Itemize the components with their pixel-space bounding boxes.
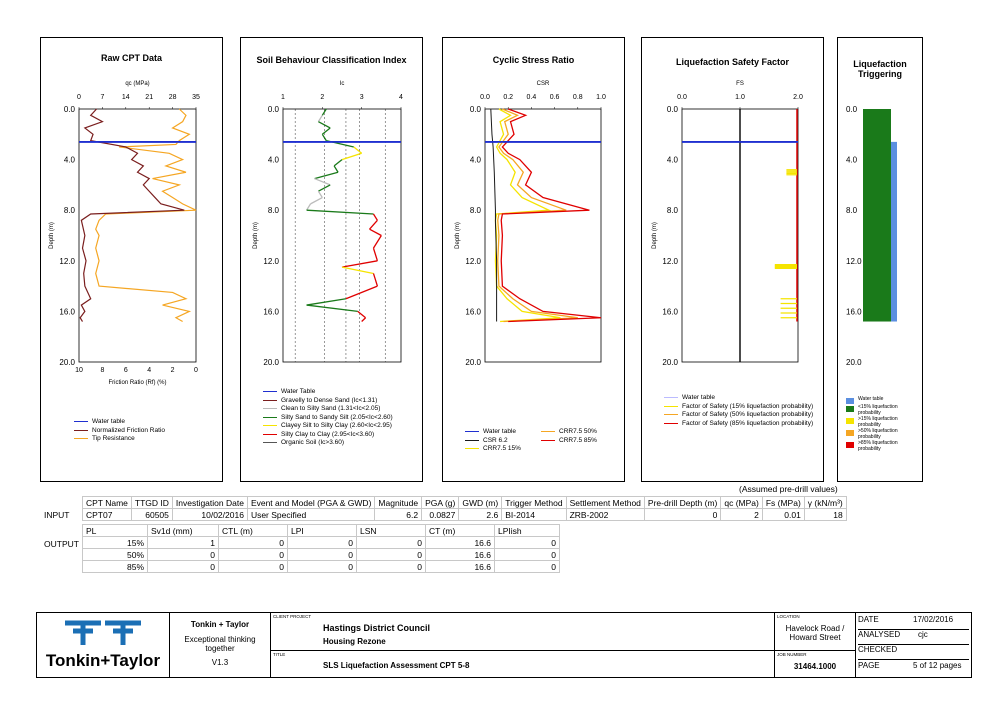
depth-tick-label: 0.0 — [469, 105, 481, 114]
table-header-cell: Magnitude — [375, 497, 422, 509]
ic-line-segment — [311, 198, 323, 204]
raw-cpt-chart — [41, 38, 222, 481]
legend-label: Organic Soil (Ic>3.60) — [281, 439, 345, 446]
depth-tick-label: 20.0 — [846, 358, 862, 367]
legend-item — [263, 422, 413, 430]
table-header-cell: CTL (m) — [219, 525, 288, 537]
top-tick-label: 1.0 — [735, 94, 745, 101]
legend-label: Factor of Safety (85% liquefaction probability) — [682, 419, 814, 427]
ic-line-segment — [370, 220, 378, 229]
legend-label: Tip Resistance — [92, 435, 135, 442]
raw-cpt-title: Raw CPT Data — [100, 53, 162, 63]
table-header-cell: TTGD ID — [131, 497, 172, 509]
table-cell: 2 — [721, 509, 762, 521]
table-cell: 18 — [804, 509, 846, 521]
depth-tick-label: 8.0 — [63, 206, 75, 216]
company-tagline: Exceptional thinking together — [184, 635, 256, 653]
depth-tick-label: 16.0 — [846, 307, 862, 317]
csr-title: Cyclic Stress Ratio — [492, 55, 575, 65]
depth-tick-label: 4.0 — [666, 155, 678, 165]
table-header-cell: PL — [83, 525, 148, 537]
ic-line-segment — [342, 267, 373, 273]
legend-item — [664, 394, 814, 402]
table-header-cell: LPIish — [495, 525, 560, 537]
bottom-axis-label: Friction Ratio (Rf) (%) — [108, 380, 167, 386]
table-header-cell: qc (MPa) — [721, 497, 762, 509]
bottom-tick-label: 8 — [100, 367, 105, 374]
ic-line-segment — [373, 248, 377, 261]
legend-label: Water table — [92, 418, 125, 425]
depth-tick-label: 20.0 — [59, 358, 75, 367]
meta-cell — [856, 613, 971, 677]
table-cell: 85% — [83, 561, 148, 573]
crr-line — [498, 109, 578, 322]
legend-label: <15% liquefaction probability — [858, 404, 898, 416]
legend-label: CRR7.5 15% — [483, 445, 521, 452]
legend-label: Gravelly to Dense Sand (Ic<1.31) — [281, 396, 378, 404]
table-cell: 0 — [495, 537, 560, 549]
y-axis-label: Depth (m) — [652, 222, 658, 249]
meta-row — [858, 630, 969, 645]
title-block — [36, 612, 972, 678]
legend-item — [541, 437, 597, 445]
table-cell: 0 — [495, 549, 560, 561]
crr-line — [495, 109, 560, 322]
legend-item — [846, 405, 920, 416]
ic-line-segment — [334, 160, 342, 166]
plot-frame — [79, 109, 196, 362]
depth-tick-label: 16.0 — [59, 307, 75, 317]
title-cell — [271, 651, 775, 677]
raw-cpt-panel — [40, 37, 223, 482]
depth-tick-label: 8.0 — [846, 206, 858, 216]
legend-label: >15% liquefaction probability — [858, 416, 898, 428]
legend-label: Water table — [483, 428, 516, 435]
table-cell: ZRB-2002 — [566, 509, 644, 521]
table-cell: 60505 — [131, 509, 172, 521]
ic-line-segment — [314, 172, 338, 178]
ic-line-segment — [318, 115, 322, 121]
top-axis-label: FS — [736, 81, 744, 87]
table-header-cell: CT (m) — [426, 525, 495, 537]
csr-panel — [442, 37, 625, 482]
sbci-panel — [240, 37, 423, 482]
friction-ratio-line — [80, 109, 184, 322]
top-tick-label: 0.4 — [526, 94, 537, 101]
bottom-tick-label: 0 — [194, 367, 198, 374]
depth-tick-label: 4.0 — [63, 155, 75, 165]
input-table — [82, 496, 847, 521]
table-cell: 2.6 — [459, 509, 502, 521]
version: V1.3 — [211, 658, 229, 667]
top-tick-label: 0.0 — [480, 94, 490, 101]
table-cell: 15% — [83, 537, 148, 549]
triggering-title: Liquefaction Triggering — [853, 59, 907, 79]
legend-item — [465, 445, 521, 453]
top-tick-label: 0.8 — [572, 94, 583, 101]
table-cell: 0 — [288, 561, 357, 573]
legend-item — [263, 431, 413, 439]
depth-tick-label: 16.0 — [465, 307, 481, 317]
ic-line-segment — [373, 236, 381, 249]
table-row — [83, 549, 560, 561]
legend-label: Water table — [682, 394, 715, 401]
table-cell: 0 — [148, 561, 219, 573]
ic-line-segment — [346, 286, 377, 299]
top-tick-label: 3 — [359, 94, 364, 101]
legend-item — [263, 405, 413, 413]
meta-row — [858, 615, 969, 630]
output-row-label: OUTPUT — [44, 539, 79, 549]
tt-logo-icon — [63, 617, 143, 647]
table-cell: 0 — [219, 549, 288, 561]
ic-line-segment — [373, 273, 377, 286]
legend-item — [846, 397, 920, 404]
depth-tick-label: 8.0 — [267, 206, 279, 216]
location: Havelock Road / Howard Street — [785, 624, 845, 642]
depth-tick-label: 12.0 — [263, 256, 279, 266]
legend-label: Clayey Silt to Silty Clay (2.60<Ic<2.95) — [281, 422, 392, 429]
legend-label: Factor of Safety (50% liquefaction probability) — [682, 411, 814, 418]
analysed-label: ANALYSED — [858, 630, 901, 639]
top-tick-label: 35 — [192, 94, 200, 101]
fs-panel — [641, 37, 824, 482]
table-header-row — [83, 525, 560, 537]
raw-cpt-legend — [74, 418, 165, 444]
output-table — [82, 524, 560, 573]
bottom-tick-label: 4 — [147, 367, 152, 374]
meta-row — [858, 661, 969, 675]
top-tick-label: 2 — [320, 94, 325, 101]
depth-tick-label: 12.0 — [465, 256, 481, 266]
legend-label: CSR 6.2 — [483, 436, 508, 444]
top-axis-label: Ic — [339, 81, 345, 87]
table-header-cell: Trigger Method — [502, 497, 566, 509]
top-tick-label: 0.6 — [549, 94, 560, 101]
y-axis-label: Depth (m) — [253, 222, 259, 249]
legend-item — [263, 439, 413, 447]
fs-legend — [664, 394, 814, 428]
table-cell: 0 — [357, 537, 426, 549]
table-header-cell: PGA (g) — [422, 497, 459, 509]
ic-line-segment — [373, 214, 377, 220]
depth-tick-label: 4.0 — [267, 155, 279, 165]
legend-item — [263, 388, 413, 396]
top-tick-label: 14 — [121, 94, 130, 101]
legend-label: Water table — [858, 396, 884, 402]
legend-label: Factor of Safety (15% liquefaction probability) — [682, 402, 814, 410]
table-cell: 0 — [644, 509, 720, 521]
legend-item — [74, 435, 165, 443]
legend-label: Water Table — [281, 388, 316, 395]
bottom-tick-label: 10 — [75, 367, 83, 374]
legend-item — [541, 428, 597, 436]
table-header-cell: LPI — [288, 525, 357, 537]
table-header-row — [83, 497, 847, 509]
table-cell: 50% — [83, 549, 148, 561]
legend-label: >50% liquefaction probability — [858, 428, 898, 440]
table-cell: 0.0827 — [422, 509, 459, 521]
depth-tick-label: 0.0 — [267, 105, 279, 114]
analysed-value: cjc — [918, 630, 928, 639]
depth-tick-label: 16.0 — [662, 307, 678, 317]
logo — [37, 613, 170, 677]
ic-line-segment — [322, 128, 330, 134]
csr-chart — [443, 38, 624, 481]
ic-line-segment — [307, 299, 346, 305]
table-header-cell: Sv1d (mm) — [148, 525, 219, 537]
legend-item — [846, 429, 920, 440]
table-row — [83, 561, 560, 573]
csr-line — [491, 109, 497, 322]
table-cell: 0 — [148, 549, 219, 561]
legend-label: CRR7.5 50% — [559, 428, 597, 435]
table-cell: 16.6 — [426, 549, 495, 561]
depth-tick-label: 0.0 — [846, 105, 858, 114]
table-cell: CPT07 — [83, 509, 132, 521]
ic-line-segment — [370, 229, 382, 235]
triggering-legend — [846, 397, 920, 453]
legend-label: Silty Clay to Clay (2.95<Ic<3.60) — [281, 430, 375, 438]
fs-title: Liquefaction Safety Factor — [675, 57, 790, 67]
legend-item — [664, 403, 814, 411]
page-label: PAGE — [858, 661, 880, 670]
table-header-cell: Fs (MPa) — [762, 497, 804, 509]
ic-line-segment — [342, 153, 362, 159]
location-cell — [775, 613, 856, 651]
legend-item — [465, 437, 521, 445]
company-cell — [170, 613, 271, 677]
ic-line-segment — [358, 311, 366, 317]
ic-line-segment — [322, 134, 326, 140]
depth-tick-label: 4.0 — [469, 155, 481, 165]
top-tick-label: 0.2 — [503, 94, 514, 101]
client-cell — [271, 613, 775, 651]
legend-item — [263, 414, 413, 422]
depth-tick-label: 0.0 — [63, 105, 75, 114]
sheet-title: SLS Liquefaction Assessment CPT 5-8 — [323, 661, 470, 670]
top-axis-label: CSR — [536, 81, 550, 87]
triggering-bar-blue — [891, 142, 897, 322]
ic-line-segment — [307, 305, 358, 311]
top-tick-label: 1 — [281, 94, 285, 101]
page-value: 5 of 12 pages — [913, 661, 962, 670]
tip-resistance-line — [96, 109, 196, 322]
table-row — [83, 537, 560, 549]
triggering-bar-green — [863, 109, 891, 322]
ic-line-segment — [307, 204, 311, 210]
location-label: LOCATION — [777, 614, 800, 619]
depth-tick-label: 12.0 — [59, 256, 75, 266]
table-header-cell: GWD (m) — [459, 497, 502, 509]
input-row-label: INPUT — [44, 510, 70, 520]
table-cell: 0 — [219, 537, 288, 549]
top-tick-label: 4 — [399, 94, 403, 101]
depth-tick-label: 8.0 — [469, 206, 481, 216]
date-label: DATE — [858, 615, 879, 624]
ic-line-segment — [314, 179, 330, 185]
date-value: 17/02/2016 — [913, 615, 954, 624]
legend-label: >85% liquefaction probability — [858, 440, 898, 452]
logo-text: Tonkin+Taylor — [45, 651, 161, 670]
ic-line-segment — [334, 166, 338, 172]
depth-tick-label: 12.0 — [662, 256, 678, 266]
table-cell: 10/02/2016 — [172, 509, 247, 521]
company-name: Tonkin + Taylor — [190, 620, 250, 629]
title-label: TITLE — [273, 652, 286, 657]
depth-tick-label: 16.0 — [263, 307, 279, 317]
table-header-cell: CPT Name — [83, 497, 132, 509]
top-tick-label: 7 — [100, 94, 105, 101]
depth-tick-label: 8.0 — [666, 206, 678, 216]
job-cell — [775, 651, 856, 677]
table-cell: 0.01 — [762, 509, 804, 521]
table-header-cell: LSN — [357, 525, 426, 537]
sbci-legend — [263, 388, 413, 448]
legend-item — [74, 427, 165, 435]
table-cell: 0 — [288, 537, 357, 549]
crr-line — [501, 109, 601, 322]
plot-frame — [283, 109, 401, 362]
top-axis-label: qc (MPa) — [125, 81, 150, 87]
ic-line-segment — [318, 191, 322, 197]
table-cell: 16.6 — [426, 537, 495, 549]
legend-item — [664, 411, 814, 419]
sbci-title: Soil Behaviour Classification Index — [256, 55, 407, 65]
table-cell: 16.6 — [426, 561, 495, 573]
project-name: Housing Rezone — [323, 637, 386, 646]
job-number: 31464.1000 — [793, 662, 837, 671]
depth-tick-label: 4.0 — [846, 155, 858, 165]
top-tick-label: 2.0 — [793, 94, 803, 101]
legend-item — [664, 420, 814, 428]
y-axis-label: Depth (m) — [49, 222, 55, 249]
depth-tick-label: 12.0 — [846, 256, 862, 266]
top-tick-label: 0.0 — [677, 94, 687, 101]
legend-label: Silty Sand to Sandy Silt (2.05<Ic<2.60) — [281, 413, 393, 421]
table-cell: 0 — [495, 561, 560, 573]
legend-item — [263, 397, 413, 405]
legend-label: CRR7.5 85% — [559, 436, 597, 444]
csr-legend-left — [465, 428, 521, 454]
table-row — [83, 509, 847, 521]
table-header-cell: γ (kN/m³) — [804, 497, 846, 509]
top-tick-label: 1.0 — [596, 94, 606, 101]
table-cell: 6.2 — [375, 509, 422, 521]
meta-row — [858, 645, 969, 660]
ic-line-segment — [362, 318, 366, 322]
table-header-cell: Settlement Method — [566, 497, 644, 509]
bottom-tick-label: 6 — [123, 367, 128, 374]
top-tick-label: 0 — [77, 94, 81, 101]
checked-label: CHECKED — [858, 645, 898, 654]
table-cell: 1 — [148, 537, 219, 549]
depth-tick-label: 20.0 — [263, 358, 279, 367]
table-cell: 0 — [288, 549, 357, 561]
ic-line-segment — [307, 210, 374, 214]
legend-label: Normalized Friction Ratio — [92, 426, 165, 434]
table-cell: User Specified — [247, 509, 374, 521]
ic-line-segment — [354, 147, 362, 153]
top-tick-label: 21 — [145, 94, 154, 101]
table-header-cell: Investigation Date — [172, 497, 247, 509]
job-label: JOB NUMBER — [777, 652, 807, 657]
legend-item — [465, 428, 521, 436]
depth-tick-label: 20.0 — [662, 358, 678, 367]
depth-tick-label: 0.0 — [666, 105, 678, 114]
table-header-cell: Pre-drill Depth (m) — [644, 497, 720, 509]
triggering-panel — [837, 37, 923, 482]
y-axis-label: Depth (m) — [455, 222, 461, 249]
bottom-tick-label: 2 — [170, 367, 175, 374]
depth-tick-label: 20.0 — [465, 358, 481, 367]
table-cell: 0 — [357, 549, 426, 561]
table-cell: 0 — [357, 561, 426, 573]
legend-item — [846, 441, 920, 452]
table-cell: 0 — [219, 561, 288, 573]
legend-item — [846, 417, 920, 428]
client-label: CLIENT PROJECT — [273, 614, 312, 619]
client-name: Hastings District Council — [323, 623, 431, 633]
table-cell: BI-2014 — [502, 509, 566, 521]
assumed-note: (Assumed pre-drill values) — [739, 484, 838, 494]
table-header-cell: Event and Model (PGA & GWD) — [247, 497, 374, 509]
legend-item — [74, 418, 165, 426]
legend-label: Clean to Silty Sand (1.31<Ic<2.05) — [281, 405, 381, 412]
csr-legend-right — [541, 428, 597, 445]
top-tick-label: 28 — [168, 94, 177, 101]
